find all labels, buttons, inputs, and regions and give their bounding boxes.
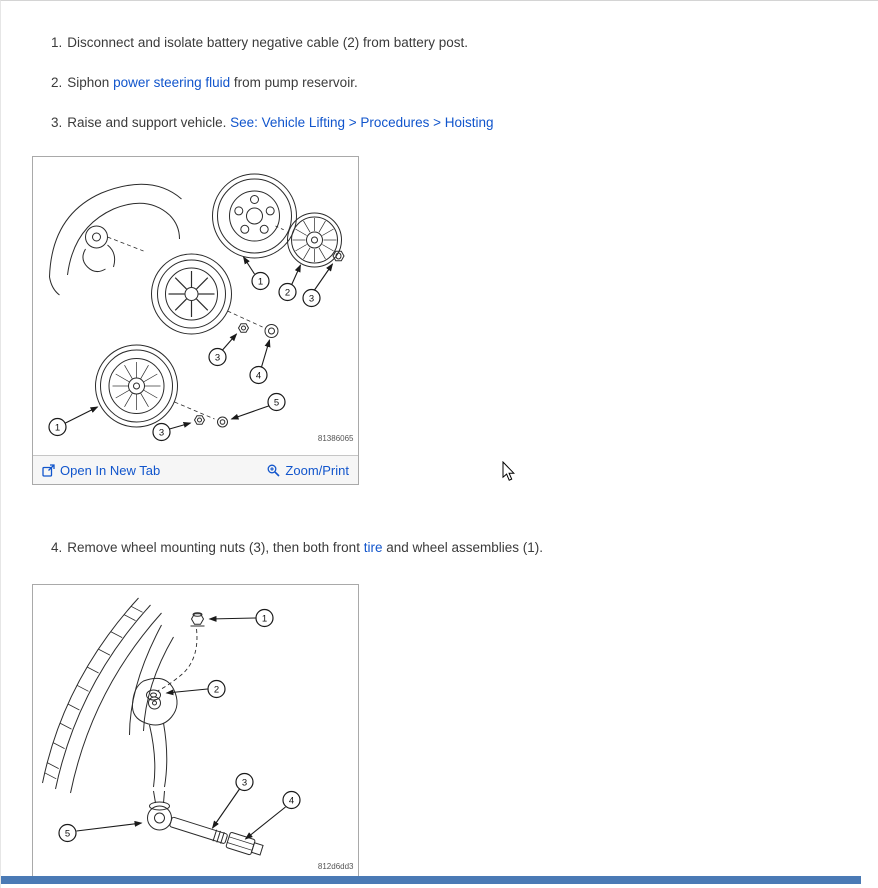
- step-text: and wheel assemblies (1).: [382, 540, 544, 555]
- svg-text:1: 1: [261, 613, 268, 625]
- tie-rod-end: [148, 791, 264, 858]
- hub-cap-bottom: [218, 417, 228, 427]
- mounting-nut: [191, 613, 205, 626]
- svg-text:1: 1: [257, 276, 264, 288]
- figure-box-tie-rod: [32, 584, 359, 878]
- svg-text:3: 3: [158, 427, 165, 439]
- alignment-dash-line: [158, 629, 197, 691]
- svg-text:3: 3: [241, 777, 248, 789]
- step-text: Raise and support vehicle.: [67, 115, 231, 130]
- svg-text:4: 4: [288, 795, 295, 807]
- step-text: Siphon: [67, 75, 114, 90]
- background-window-strip[interactable]: [1, 876, 861, 884]
- callout-1: [210, 610, 274, 627]
- svg-text:3: 3: [308, 293, 315, 305]
- step-number: 2.: [51, 75, 63, 90]
- svg-text:5: 5: [64, 828, 71, 840]
- open-in-new-tab-label: Open In New Tab: [60, 462, 161, 478]
- power-steering-fluid-link[interactable]: power steering fluid: [113, 75, 231, 90]
- figure1-callouts: [49, 257, 333, 441]
- callout-1: [244, 257, 270, 290]
- steel-wheel: [213, 174, 297, 258]
- hub-cap-middle: [265, 325, 278, 338]
- alloy-wheel: [152, 254, 263, 334]
- callout-4: [246, 792, 301, 840]
- step-text: Remove wheel mounting nuts (3), then both front: [67, 540, 364, 555]
- svg-text:3: 3: [214, 352, 221, 364]
- procedure-step-2: [36, 60, 358, 105]
- svg-text:2: 2: [284, 287, 291, 299]
- figure-image-code: 812d6dd3: [317, 862, 354, 871]
- hoisting-procedure-link[interactable]: See: Vehicle Lifting > Procedures > Hoisting: [230, 115, 494, 130]
- step-number: 1.: [51, 35, 63, 50]
- tie-rod-illustration: [33, 585, 358, 877]
- tire-wheel-spokes: [113, 362, 161, 410]
- callout-3: [213, 774, 254, 829]
- svg-text:2: 2: [213, 684, 220, 696]
- figure-toolbar: [33, 455, 358, 484]
- svg-text:5: 5: [273, 397, 280, 409]
- alloy-wheel-spokes: [169, 271, 215, 317]
- procedure-step-1: [36, 20, 468, 65]
- mouse-cursor: [502, 461, 516, 481]
- procedure-step-4: [36, 525, 543, 570]
- callout-3: [209, 334, 237, 366]
- open-in-new-tab-link[interactable]: [42, 463, 160, 478]
- callout-2: [167, 681, 226, 698]
- lug-nut-top: [333, 251, 344, 261]
- step-number: 3.: [51, 115, 63, 130]
- tire-link[interactable]: tire: [363, 540, 383, 555]
- wheel-assembly-illustration: [33, 157, 358, 455]
- step-text: Disconnect and isolate battery negative cable (2) from battery post.: [67, 35, 468, 50]
- step-text: from pump reservoir.: [230, 75, 358, 90]
- svg-text:4: 4: [255, 370, 262, 382]
- tire-tread-arc: [43, 598, 162, 793]
- figure2-callouts: [59, 610, 300, 842]
- callout-1: [49, 407, 98, 436]
- zoom-plus-icon: [267, 464, 280, 477]
- callout-3: [153, 423, 191, 441]
- zoom-print-link[interactable]: [267, 463, 349, 478]
- wheel-cover-spokes: [293, 218, 337, 262]
- wheel-cover: [276, 213, 342, 267]
- callout-5: [59, 823, 142, 842]
- step-number: 4.: [51, 540, 63, 555]
- callout-3: [303, 264, 333, 307]
- callout-2: [279, 265, 301, 301]
- zoom-print-label: Zoom/Print: [285, 462, 349, 478]
- lug-nut-middle: [239, 324, 249, 333]
- callout-5: [232, 394, 286, 420]
- svg-text:1: 1: [54, 422, 61, 434]
- figure-box-wheel-assembly: [32, 156, 359, 485]
- callout-4: [250, 340, 270, 384]
- lug-nut-bottom: [195, 416, 205, 425]
- open-in-new-tab-icon: [42, 464, 55, 477]
- knuckle-sketch: [130, 625, 178, 787]
- figure-image-code: 81386065: [317, 434, 354, 443]
- tire-wheel-assembly: [96, 345, 215, 427]
- procedure-step-3: [36, 100, 494, 145]
